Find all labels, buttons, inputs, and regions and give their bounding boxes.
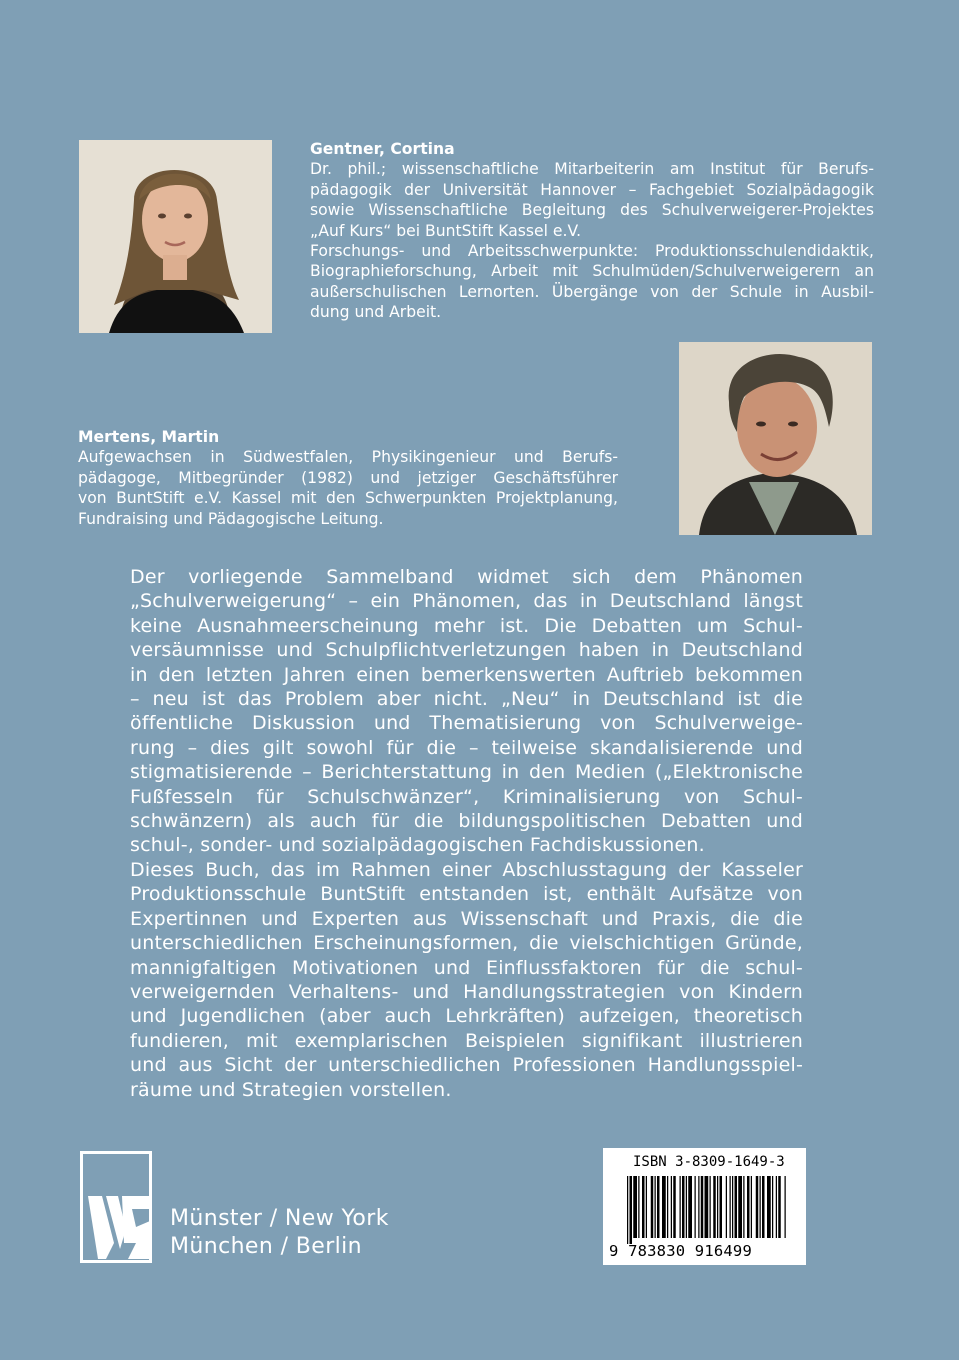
blurb-line: verweigernden Verhaltens- und Handlungsstrategien von Kindern (130, 980, 803, 1003)
blurb-line: Fußfesseln für Schulschwänzer“, Kriminalisierung von Schul- (130, 785, 803, 808)
isbn-label: ISBN 3-8309-1649-3 (633, 1154, 785, 1170)
isbn-barcode-box (603, 1148, 806, 1265)
barcode-digits: 9 783830 916499 (609, 1242, 752, 1260)
author-photo-gentner (79, 140, 272, 333)
bio-line: sowie Wissenschaftliche Begleitung des Schulverweigerer-Projektes (310, 201, 874, 220)
barcode-bar (680, 1176, 681, 1238)
publisher-logo-icon (80, 1151, 152, 1263)
barcode-bar (717, 1176, 718, 1238)
barcode-bar (762, 1176, 765, 1238)
blurb-line: „Schulverweigerung“ – ein Phänomen, das in Deutschland längst (130, 590, 803, 613)
barcode-icon (627, 1176, 787, 1244)
blurb-line: Expertinnen und Experten aus Wissenschaft und Praxis, die die (130, 907, 803, 930)
blurb-line: versäumnisse und Schulpflichtverletzungen haben in Deutschland (130, 639, 803, 662)
barcode-bar (630, 1176, 633, 1244)
barcode-bar (633, 1176, 637, 1238)
blurb-line: keine Ausnahmeerscheinung mehr ist. Die Debatten um Schul- (130, 614, 803, 637)
blurb-line: schul-, sonder- und sozialpädagogischen Fachdiskussionen. (130, 834, 705, 857)
author-bio-mertens (78, 427, 618, 529)
barcode-bar (760, 1176, 761, 1238)
bio-line: pädagogik der Universität Hannover – Fachgebiet Sozialpädagogik (310, 180, 874, 199)
barcode-bar (698, 1176, 699, 1238)
barcode-bar (720, 1176, 723, 1238)
blurb-line: rung – dies gilt sowohl für die – teilweise skandalisierende und (130, 736, 803, 759)
barcode-bar (743, 1176, 744, 1238)
blurb-line: und aus Sicht der unterschiedlichen Professionen Handlungsspiel- (130, 1054, 803, 1077)
barcode-bar (735, 1176, 738, 1238)
city-line: München / Berlin (170, 1234, 363, 1259)
bio-line: „Auf Kurs“ bei BuntStift Kassel e.V. (310, 221, 582, 240)
barcode-bar (772, 1176, 773, 1238)
barcode-bar (688, 1176, 692, 1238)
author-name: Gentner, Cortina (310, 140, 455, 158)
barcode-bar (646, 1176, 647, 1238)
barcode-bar (695, 1176, 696, 1238)
bio-line: Aufgewachsen in Südwestfalen, Physikingenieur und Berufs- (78, 448, 618, 467)
barcode-bar (785, 1176, 786, 1238)
barcode-bar (710, 1176, 711, 1238)
bio-line: Fundraising und Pädagogische Leitung. (78, 509, 384, 528)
author-name: Mertens, Martin (78, 428, 220, 446)
bio-line: dung und Arbeit. (310, 303, 442, 322)
blurb-line: unterschiedlichen Erscheinungsformen, die vielschichtigen Gründe, (130, 932, 803, 955)
blurb-line: – neu ist das Problem aber nicht. „Neu“ in Deutschland ist die (130, 688, 803, 711)
bio-line: außerschulischen Lernorten. Übergänge von der Schule in Ausbil- (310, 282, 874, 301)
publisher-locations (170, 1205, 389, 1261)
author-photo-mertens (679, 342, 872, 535)
blurb-line: räume und Strategien vorstellen. (130, 1078, 452, 1101)
barcode-bar (627, 1176, 628, 1244)
barcode-bar (638, 1176, 639, 1238)
barcode-bar (747, 1176, 750, 1238)
blurb-line: und Jugendlichen (aber auch Lehrkräften) aufzeigen, theoretisch (130, 1005, 803, 1028)
bio-line: Biographieforschung, Arbeit mit Schulmüden/Schulverweigerern an (310, 262, 874, 281)
barcode-bar (776, 1176, 777, 1238)
blurb-line: stigmatisierende – Berichterstattung in den Medien („Elektronische (130, 761, 803, 784)
blurb-line: Produktionsschule BuntStift entstanden ist, enthält Aufsätze von (130, 883, 803, 906)
barcode-bar (767, 1176, 771, 1238)
portrait-woman-image (79, 140, 272, 333)
barcode-bar (673, 1176, 676, 1238)
blurb-line: in den letzten Jahren einen bemerkenswerten Auftrieb bekommen (130, 663, 803, 686)
barcode-bar (756, 1176, 759, 1238)
blurb-line: öffentliche Diskussion und Thematisierung von Schulverweige- (130, 712, 803, 735)
barcode-bar (701, 1176, 704, 1238)
barcode-bar (662, 1176, 666, 1238)
barcode-bar (686, 1176, 687, 1238)
bio-line: pädagoge, Mitbegründer (1982) und jetziger Geschäftsführer (78, 468, 618, 487)
barcode-bar (738, 1176, 742, 1238)
blurb-line: Der vorliegende Sammelband widmet sich dem Phänomen (130, 566, 803, 588)
barcode-bar (726, 1176, 727, 1238)
barcode-bar (751, 1176, 752, 1238)
barcode-bar (705, 1176, 709, 1238)
bio-line: Dr. phil.; wissenschaftliche Mitarbeiterin am Institut für Berufs- (310, 160, 874, 179)
barcode-bar (671, 1176, 672, 1238)
bio-line: Forschungs- und Arbeitsschwerpunkte: Produktionsschulendidaktik, (310, 242, 874, 261)
barcode-bar (732, 1176, 733, 1238)
barcode-bar (730, 1176, 731, 1238)
barcode-bar (667, 1176, 668, 1238)
barcode-bar (713, 1176, 716, 1238)
blurb-line: schwänzern) als auch für die bildungspolitischen Debatten und (130, 810, 803, 833)
barcode-bar (657, 1176, 660, 1238)
portrait-man-image (679, 342, 872, 535)
barcode-bar (778, 1176, 781, 1238)
blurb-line: fundieren, mit exemplarischen Beispielen signifikant illustrieren (130, 1029, 803, 1052)
book-blurb (130, 565, 803, 1102)
barcode-bar (642, 1176, 645, 1238)
blurb-line: mannigfaltigen Motivationen und Einflussfaktoren für die schul- (130, 956, 803, 979)
city-line: Münster / New York (170, 1206, 389, 1231)
barcode-bar (655, 1176, 656, 1238)
barcode-bar (651, 1176, 654, 1238)
barcode-bar (682, 1176, 685, 1238)
blurb-line: Dieses Buch, das im Rahmen einer Abschlusstagung der Kasseler (130, 858, 803, 881)
bio-line: von BuntStift e.V. Kassel mit den Schwerpunkten Projektplanung, (78, 489, 618, 508)
author-bio-gentner (310, 139, 874, 323)
